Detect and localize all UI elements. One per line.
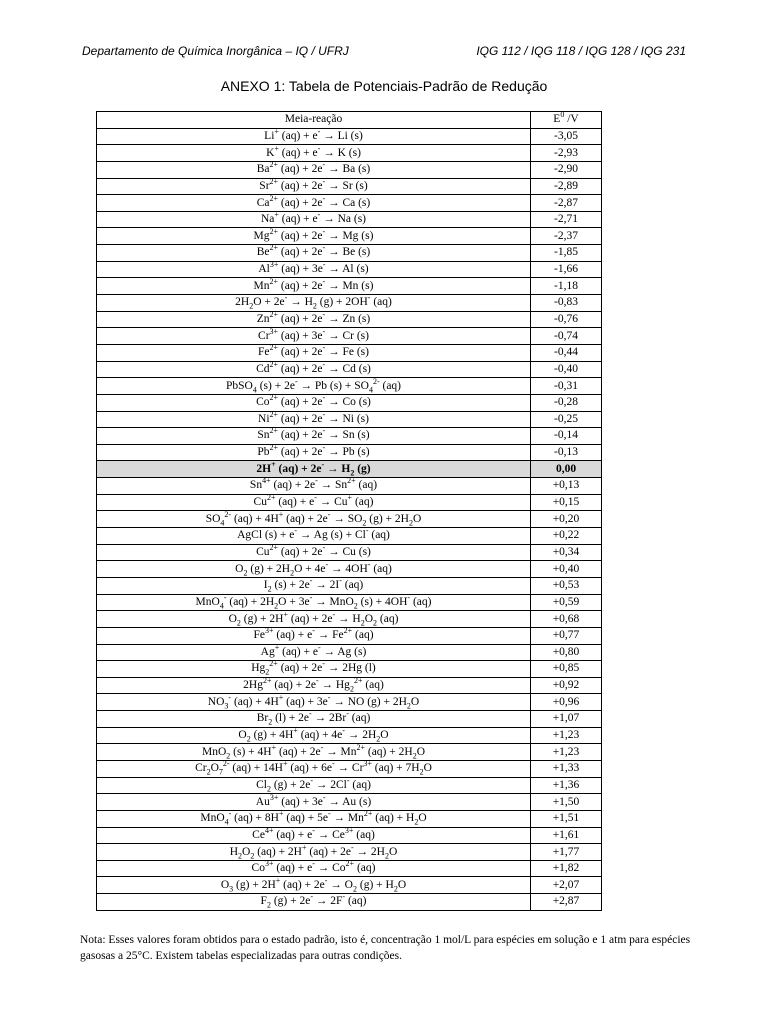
column-header-half-reaction: Meia-reação [97,112,531,129]
table-row [97,844,602,861]
potential-cell: +0,20 [531,511,602,528]
potential-cell: +1,77 [531,844,602,861]
table-row [97,361,602,378]
potential-cell: -2,90 [531,161,602,178]
table-row [97,394,602,411]
potential-cell: +1,36 [531,777,602,794]
table-row [97,428,602,445]
table-row [97,145,602,162]
table-row [97,311,602,328]
half-reaction-cell: $Br_2$ (l) + 2e- → 2Br- (aq) [97,711,531,728]
half-reaction-cell: MnO$_4$- (aq) + 8H+ $(aq) + 5e^- \to Mn^{2+}$ $(aq) + H_2O$ [97,810,531,827]
potential-cell: -0,25 [531,411,602,428]
table-row [97,810,602,827]
half-reaction-cell: $Cr_2O_7^{2-}$ (aq) + 14H+ $(aq) + 6e^- \to Cr^{3+}$ $(aq) + 7H_2O$ [97,760,531,777]
potential-cell: -0,31 [531,378,602,395]
table-row [97,661,602,678]
potential-cell: +1,23 [531,727,602,744]
half-reaction-cell: $Co^{3+}$ $(aq) + e^- \to Co^{2+}$ (aq) [97,860,531,877]
half-reaction-cell: $Sn^{2+}$ (aq) + 2e- → Sn (s) [97,428,531,445]
potential-cell: +1,51 [531,810,602,827]
potential-cell: +1,61 [531,827,602,844]
half-reaction-cell: PbSO$_4$ (s) + 2e- → Pb $(s) + SO_4^{2-}$ (aq) [97,378,531,395]
table-row [97,860,602,877]
potential-cell: -1,18 [531,278,602,295]
half-reaction-cell: $Sn^{4+}$ $(aq) + 2e^- \to Sn^{2+}$ (aq) [97,478,531,495]
potential-cell: -0,76 [531,311,602,328]
half-reaction-cell: $Zn^{2+}$ (aq) + 2e- → Zn (s) [97,311,531,328]
potential-cell: -0,13 [531,444,602,461]
half-reaction-cell: $Mn^{2+}$ (aq) + 2e- → Mn (s) [97,278,531,295]
potential-cell: +1,23 [531,744,602,761]
half-reaction-cell: $Ba^{2+}$ (aq) + 2e- → Ba (s) [97,161,531,178]
half-reaction-cell: MnO$_2$ (s) + 4H+ $(aq) + 2e^- \to Mn^{2+}$ $(aq) + 2H_2O$ [97,744,531,761]
potential-cell: +0,13 [531,478,602,495]
table-row [97,211,602,228]
half-reaction-cell: $O_2$ (g) + 4H+ $(aq) + 4e^- \to 2H_2O$ [97,727,531,744]
potential-cell: -3,05 [531,128,602,145]
table-row [97,245,602,262]
table-row [97,744,602,761]
table-row [97,894,602,911]
table-row [97,827,602,844]
potential-cell: +2,87 [531,894,602,911]
potential-cell: -0,83 [531,295,602,312]
half-reaction-cell: $O_2$ $(g) + 2H_2O + 4e^- \to 4OH^-$ (aq) [97,561,531,578]
table-row [97,561,602,578]
half-reaction-cell: MnO$_4$- $(aq) + 2H_2O + 3e^- \to MnO_2$ (s) + 4OH- (aq) [97,594,531,611]
half-reaction-cell: $Cu^{2+}$ (aq) + e- → Cu+ (aq) [97,494,531,511]
table-row [97,627,602,644]
half-reaction-cell: 2H+ $(aq) + 2e^- \to H_2$ (g) [97,461,531,478]
table-row [97,411,602,428]
table-row [97,694,602,711]
table-row [97,777,602,794]
half-reaction-cell: $Fe^{3+}$ $(aq) + e^- \to Fe^{2+}$ (aq) [97,627,531,644]
half-reaction-cell: $F_2$ (g) + 2e- → 2F- (aq) [97,894,531,911]
potential-cell: -2,37 [531,228,602,245]
potential-cell: -0,28 [531,394,602,411]
potential-cell: +0,15 [531,494,602,511]
half-reaction-cell: $Ce^{4+}$ $(aq) + e^- \to Ce^{3+}$ (aq) [97,827,531,844]
table-row [97,261,602,278]
half-reaction-cell: $Co^{2+}$ (aq) + 2e- → Co (s) [97,394,531,411]
half-reaction-cell: $Au^{3+}$ (aq) + 3e- → Au (s) [97,794,531,811]
table-row [97,644,602,661]
table-row [97,877,602,894]
table-row [97,328,602,345]
potential-cell: +1,33 [531,760,602,777]
potential-cell: +0,59 [531,594,602,611]
potential-cell: -0,74 [531,328,602,345]
potential-cell: +0,92 [531,677,602,694]
table-row [97,444,602,461]
potential-cell: +0,85 [531,661,602,678]
half-reaction-cell: $Ni^{2+}$ (aq) + 2e- → Ni (s) [97,411,531,428]
half-reaction-cell: $2H_2O + 2e^- \to H_2$ (g) + 2OH- (aq) [97,295,531,312]
half-reaction-cell: Na+ (aq) + e- → Na (s) [97,211,531,228]
table-row [97,544,602,561]
half-reaction-cell: $Hg_2^{2+}$ (aq) + 2e- → 2Hg (l) [97,661,531,678]
potential-cell: -2,89 [531,178,602,195]
footnote: Nota: Esses valores foram obtidos para o estado padrão, isto é, concentração 1 mol/L para espécies em solução e 1 atm para espécies gasosas a 25°C. Existem tabelas especializadas para outras condições. [80,934,691,962]
potential-cell: -0,14 [531,428,602,445]
table-row [97,195,602,212]
reduction-potentials-table [96,111,602,911]
potential-cell: +0,96 [531,694,602,711]
table-body [97,128,602,910]
half-reaction-cell: $Pb^{2+}$ (aq) + 2e- → Pb (s) [97,444,531,461]
half-reaction-cell: $O_2$ (g) + 2H+ $(aq) + 2e^- \to H_2O_2$ (aq) [97,611,531,628]
half-reaction-cell: $Al^{3+}$ (aq) + 3e- → Al (s) [97,261,531,278]
potential-cell: +0,22 [531,528,602,545]
half-reaction-cell: $Cu^{2+}$ (aq) + 2e- → Cu (s) [97,544,531,561]
table-row [97,278,602,295]
potential-cell: -0,44 [531,344,602,361]
table-row-reference-electrode [97,461,602,478]
table-row [97,178,602,195]
half-reaction-cell: $Be^{2+}$ (aq) + 2e- → Be (s) [97,245,531,262]
table-row [97,577,602,594]
table-row [97,677,602,694]
table-row [97,727,602,744]
table-row [97,611,602,628]
table-row [97,478,602,495]
potential-cell: +0,80 [531,644,602,661]
table-row [97,161,602,178]
table-row [97,711,602,728]
column-header-potential: $E^0$ /V [531,112,602,129]
potential-cell: +0,34 [531,544,602,561]
half-reaction-cell: $I_2$ (s) + 2e- → 2I- (aq) [97,577,531,594]
potential-cell: +0,77 [531,627,602,644]
half-reaction-cell: $Cl_2$ (g) + 2e- → 2Cl- (aq) [97,777,531,794]
half-reaction-cell: $Sr^{2+}$ (aq) + 2e- → Sr (s) [97,178,531,195]
table-row [97,528,602,545]
potential-cell: +1,07 [531,711,602,728]
half-reaction-cell: K+ (aq) + e- → K (s) [97,145,531,162]
header-course-codes: IQG 112 / IQG 118 / IQG 128 / IQG 231 [476,44,686,58]
table-row [97,794,602,811]
half-reaction-cell: $H_2O_2$ (aq) + 2H+ $(aq) + 2e^- \to 2H_2O$ [97,844,531,861]
table-header-row [97,112,602,129]
half-reaction-cell: Li+ (aq) + e- → Li (s) [97,128,531,145]
half-reaction-cell: $O_3$ (g) + 2H+ $(aq) + 2e^- \to O_2$ $(g) + H_2O$ [97,877,531,894]
potential-cell: -0,40 [531,361,602,378]
half-reaction-cell: $NO_3^-$ (aq) + 4H+ (aq) + 3e- → NO $(g) + 2H_2O$ [97,694,531,711]
table-row [97,494,602,511]
potential-cell: -1,66 [531,261,602,278]
half-reaction-cell: Ag+ (aq) + e- → Ag (s) [97,644,531,661]
table-row [97,228,602,245]
potential-cell: +1,82 [531,860,602,877]
half-reaction-cell: AgCl (s) + e- → Ag (s) + Cl- (aq) [97,528,531,545]
table-row [97,594,602,611]
table-row [97,511,602,528]
page-header [82,44,686,58]
half-reaction-cell: $Mg^{2+}$ (aq) + 2e- → Mg (s) [97,228,531,245]
potential-cell: +1,50 [531,794,602,811]
half-reaction-cell: $2Hg^{2+}$ $(aq) + 2e^- \to Hg_2^{2+}$ (aq) [97,677,531,694]
potential-cell: +2,07 [531,877,602,894]
potential-cell: +0,53 [531,577,602,594]
half-reaction-cell: $SO_4^{2-}$ (aq) + 4H+ $(aq) + 2e^- \to SO_2$ $(g) + 2H_2O$ [97,511,531,528]
potential-cell: -1,85 [531,245,602,262]
half-reaction-cell: $Cr^{3+}$ (aq) + 3e- → Cr (s) [97,328,531,345]
potential-cell: -2,93 [531,145,602,162]
table-row [97,344,602,361]
potential-cell: +0,40 [531,561,602,578]
table-row [97,760,602,777]
header-department: Departamento de Química Inorgânica – IQ / UFRJ [82,44,349,58]
potential-cell: -2,71 [531,211,602,228]
page-title: ANEXO 1: Tabela de Potenciais-Padrão de Redução [220,78,548,94]
potential-cell: 0,00 [531,461,602,478]
table-row [97,295,602,312]
half-reaction-cell: $Cd^{2+}$ (aq) + 2e- → Cd (s) [97,361,531,378]
half-reaction-cell: $Fe^{2+}$ (aq) + 2e- → Fe (s) [97,344,531,361]
potential-cell: -2,87 [531,195,602,212]
potential-cell: +0,68 [531,611,602,628]
table-row [97,128,602,145]
half-reaction-cell: $Ca^{2+}$ (aq) + 2e- → Ca (s) [97,195,531,212]
table-row [97,378,602,395]
